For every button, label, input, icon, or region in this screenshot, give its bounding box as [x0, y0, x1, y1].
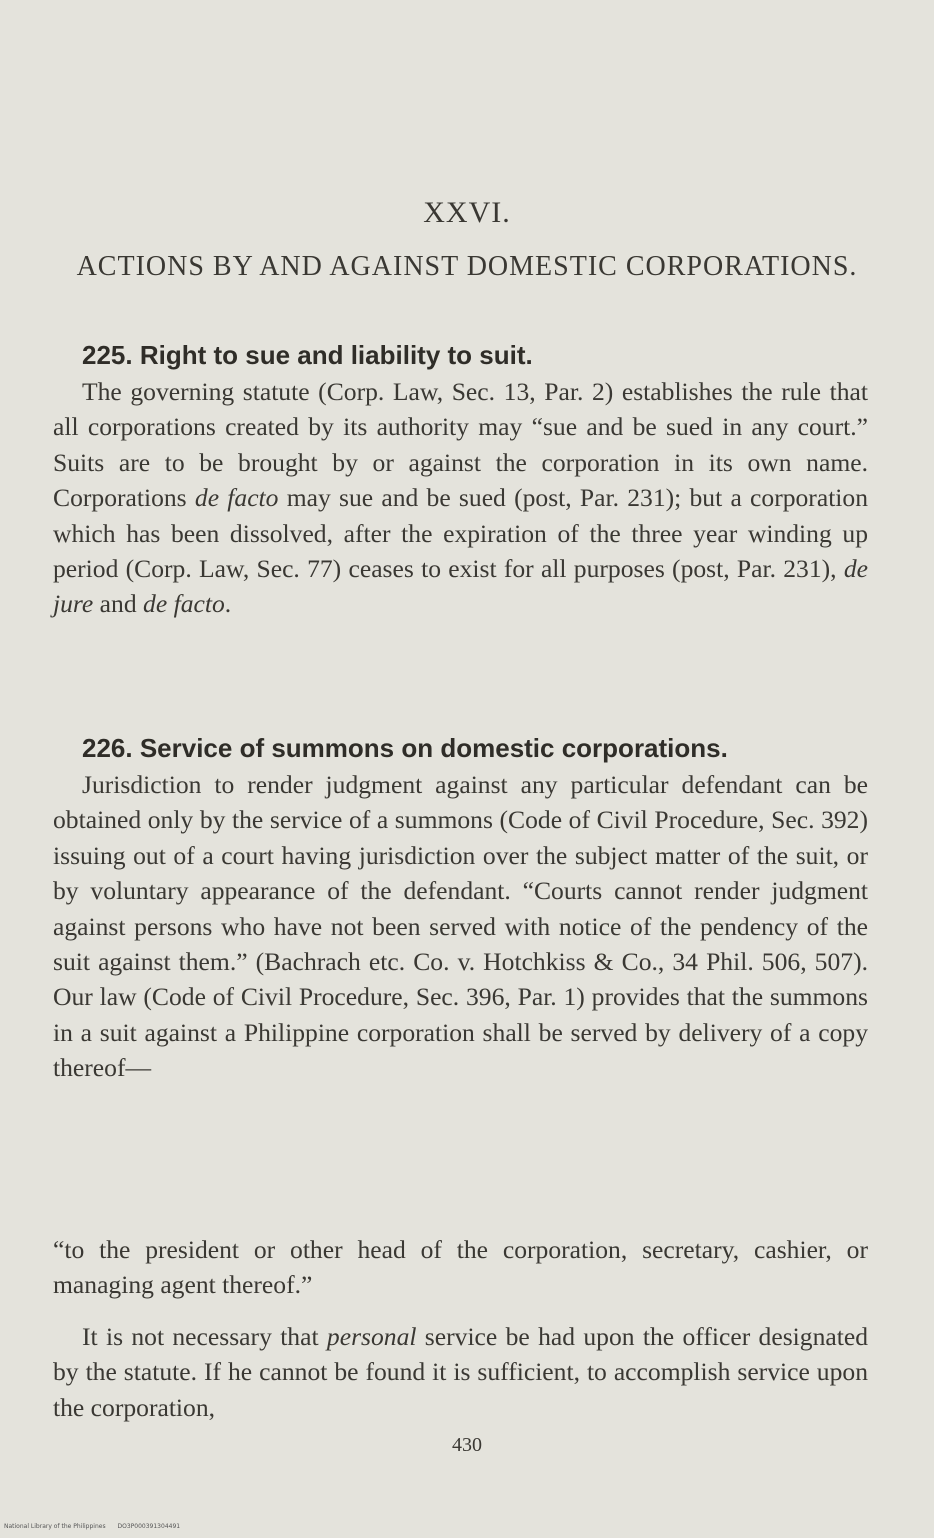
text-run: It is not necessary that	[82, 1322, 327, 1351]
library-name: National Library of the Philippines	[4, 1523, 106, 1530]
text-run: may sue and be sued (post, Par. 231); but a corporation which has been dissolved, after the expiration of the three year winding up period (Corp. Law, Sec. 77) ceases to exist for all purposes (post, Par. 231),	[53, 483, 869, 584]
text-run: and	[93, 589, 144, 619]
italic-run: de facto	[143, 589, 225, 619]
scan-code: DO3P000391304491	[117, 1523, 181, 1530]
chapter-title: ACTIONS BY AND AGAINST DOMESTIC CORPORATIONS.	[76, 251, 858, 282]
section-226-paragraph-2	[53, 1319, 868, 1425]
chapter-number: XXVI.	[423, 196, 511, 229]
scan-footer	[4, 1523, 190, 1530]
section-226-heading: 226. Service of summons on domestic corporations.	[82, 733, 728, 763]
italic-run: de jure	[53, 554, 868, 619]
text-run: service be had upon the officer designated by the statute. If he cannot be found it is sufficient, to accomplish service upon the corporation,	[53, 1322, 868, 1422]
text-run: The governing statute (Corp. Law, Sec. 13, Par. 2) establishes the rule that all corporations created by its authority may “sue and be sued in any court.” Suits are to be brought by or against the corporation in its own name. Corporations	[53, 377, 868, 513]
italic-run: personal	[326, 1322, 417, 1351]
page-number: 430	[452, 1434, 482, 1456]
text-run: .	[224, 589, 232, 619]
statute-quote: “to the president or other head of the corporation, secretary, cashier, or managing agent thereof.”	[53, 1235, 868, 1300]
italic-run: de facto	[194, 483, 279, 513]
section-225-paragraph	[53, 374, 868, 622]
section-225-heading: 225. Right to sue and liability to suit.	[82, 340, 533, 370]
section-226-paragraph: Jurisdiction to render judgment against any particular defendant can be obtained only by the service of a summons (Code of Civil Procedure, Sec. 392) issuing out of a court having jurisdiction over the subject matter of the suit, or by voluntary appearance of the defendant. “Courts cannot render judgment against persons who have not been served with notice of the pendency of the suit against them.” (Bachrach etc. Co. v. Hotchkiss & Co., 34 Phil. 506, 507). Our law (Code of Civil Procedure, Sec. 396, Par. 1) provides that the summons in a suit against a Philippine corporation shall be served by delivery of a copy thereof—	[53, 770, 868, 1083]
